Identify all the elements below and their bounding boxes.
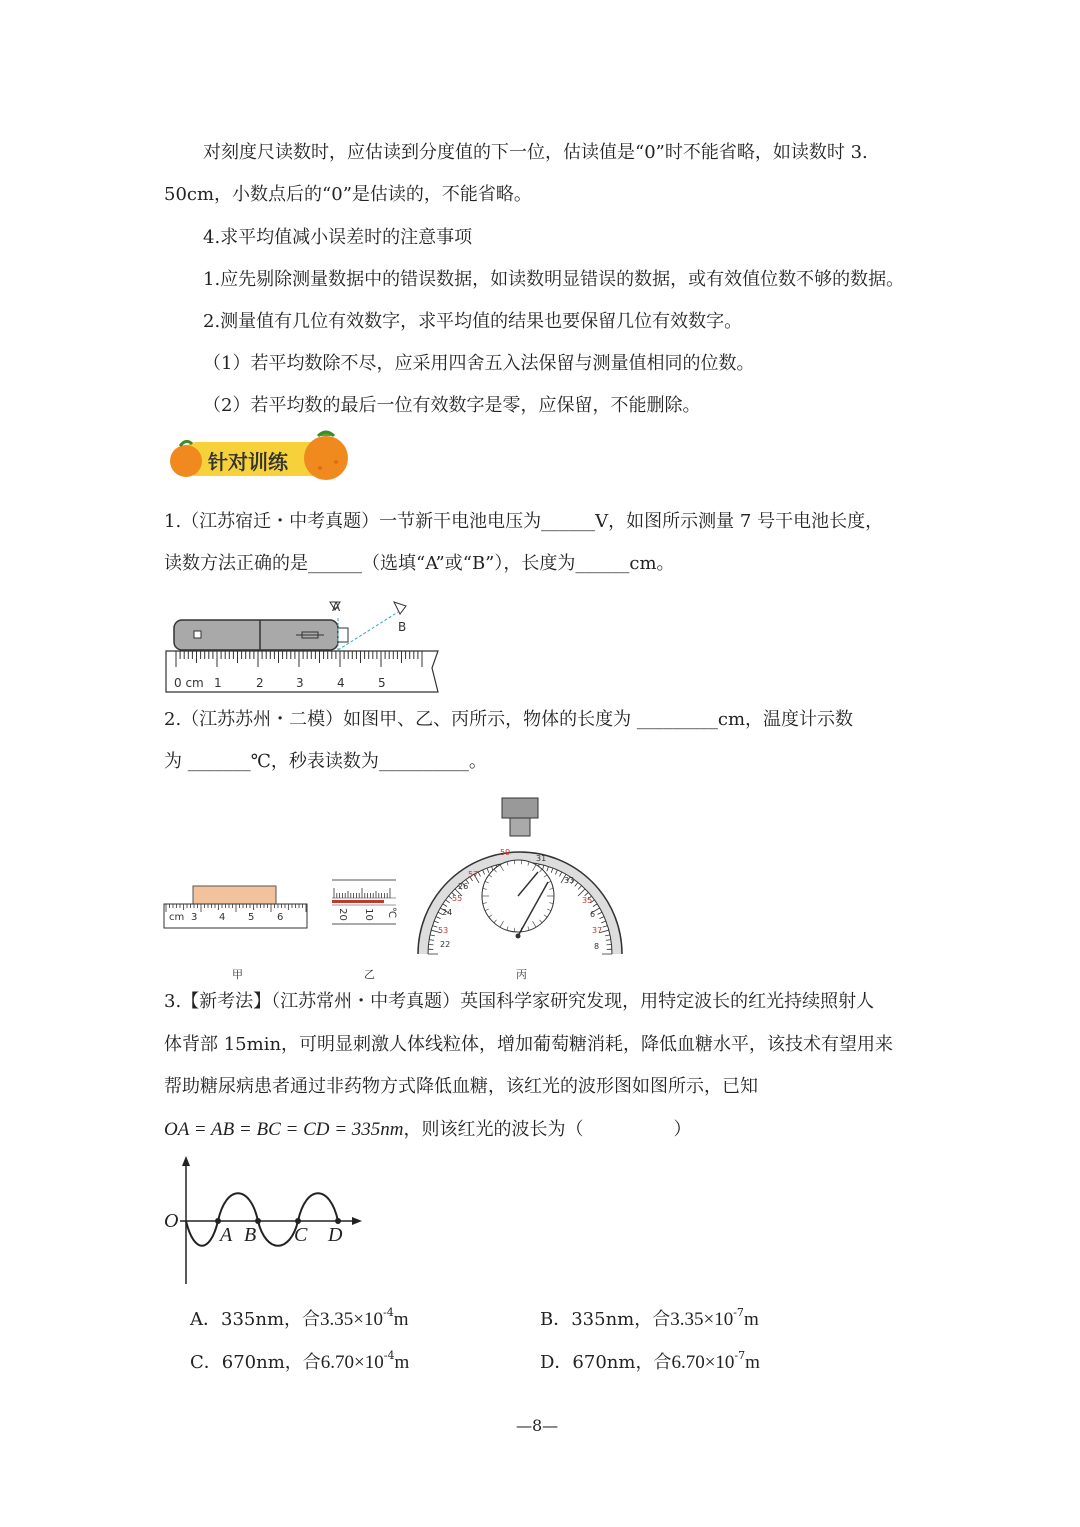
option-b-label: B．335nm，合 [540,1309,671,1330]
ruler2-tick-5: 5 [248,912,255,923]
sw-label-59: 59 [500,848,511,857]
sw-label-33: 33 [564,876,575,885]
question-3-line-1: 3.【新考法】（江苏常州・中考真题）英国科学家研究发现，用特定波长的红光持续照射人 [164,991,875,1012]
tick-mark [429,944,434,945]
sw-label-8: 8 [594,942,600,951]
question-1-line-1: 1.（江苏宿迁・中考真题）一节新干电池电压为______V，如图所示测量 7 号干电池长度， [164,511,884,532]
option-d[interactable] [540,1346,760,1375]
option-d-exp: -7 [734,1349,746,1362]
question-3-tail: ，则该红光的波长为（ ） [403,1119,692,1140]
sw-label-26: 26 [458,882,469,891]
option-a[interactable] [190,1303,409,1332]
option-c-unit: m [394,1352,410,1373]
sw-label-6: 6 [590,910,596,919]
thermo-label-20: 20 [336,908,348,921]
question-2-line-1: 2.（江苏苏州・二模）如图甲、乙、丙所示，物体的长度为 _________cm，温度计示数 [164,709,854,730]
section-heading-4: 4.求平均值减小误差时的注意事项 [203,227,473,248]
ruler-unit-label: 0 cm [174,676,204,690]
thermo-unit: ℃ [386,906,398,919]
option-c-label: C．670nm，合 [190,1352,321,1373]
thermo-label-10: 10 [362,908,374,921]
wave-figure [160,1154,370,1288]
option-b-unit: m [743,1309,759,1330]
option-c[interactable] [190,1346,409,1375]
sw-label-53: 53 [438,926,449,935]
note-2: 2.测量值有几位有效数字，求平均值的结果也要保留几位有效数字。 [203,311,743,332]
caption-bing: 丙 [516,968,527,981]
wave-label-c: C [294,1224,308,1246]
paragraph-line-2: 50cm，小数点后的“0”是估读的，不能省略。 [164,184,532,205]
question-3-line-3: 帮助糖尿病患者通过非药物方式降低血糖，该红光的波形图如图所示，已知 [164,1076,758,1097]
option-d-label: D．670nm，合 [540,1352,672,1373]
note-1: 1.应先剔除测量数据中的错误数据，如读数明显错误的数据，或有效值位数不够的数据。 [203,269,905,290]
equation: OA = AB = BC = CD = 335nm [164,1119,404,1140]
sw-label-31: 31 [536,854,547,863]
ruler-tick-1: 1 [214,676,222,690]
ruler2-tick-6: 6 [277,912,284,923]
ruler2-tick-3: 3 [191,912,198,923]
banner-label: 针对训练 [208,450,288,474]
sub-note-1: （1）若平均数除不尽，应采用四舍五入法保留与测量值相同的位数。 [203,353,755,374]
eye-label-a: A [332,600,341,614]
wave-label-o: O [164,1210,179,1232]
question-2-line-2: 为 _______℃，秒表读数为__________。 [164,751,487,772]
sw-label-35: 35 [582,896,593,905]
sw-label-55: 55 [452,894,463,903]
question-3-line-2: 体背部 15min，可明显刺激人体线粒体，增加葡萄糖消耗，降低血糖水平，该技术有望用来 [164,1034,894,1055]
ruler-tick-5: 5 [378,676,386,690]
ruler-tick-4: 4 [337,676,345,690]
sw-label-22: 22 [440,940,451,949]
option-d-unit: m [745,1352,760,1373]
caption-yi: 乙 [364,968,375,981]
sw-label-37: 37 [592,926,603,935]
stopwatch-figure-bing [414,796,626,956]
wave-label-a: A [220,1224,233,1246]
caption-jia: 甲 [232,968,243,981]
sw-label-24: 24 [442,908,453,917]
wave-label-d: D [328,1224,343,1246]
question-3-line-4 [164,1118,692,1142]
sub-note-2: （2）若平均数的最后一位有效数字是零，应保留，不能删除。 [203,395,701,416]
training-banner [166,428,350,486]
option-b[interactable] [540,1303,759,1332]
sw-label-57: 57 [468,870,479,879]
option-a-unit: m [393,1309,409,1330]
ruler2-unit: cm [169,912,185,923]
option-c-exp: -4 [383,1349,395,1362]
option-b-value: 3.35×10 [670,1309,734,1330]
option-a-exp: -4 [383,1306,394,1319]
wave-label-b: B [244,1224,257,1246]
option-d-value: 6.70×10 [671,1352,735,1373]
ruler2-tick-4: 4 [219,912,226,923]
option-c-value: 6.70×10 [320,1352,384,1373]
battery-ruler-figure [162,596,447,696]
question-1-line-2: 读数方法正确的是______（选填“A”或“B”），长度为______cm。 [164,553,675,574]
ruler-tick-2: 2 [256,676,264,690]
option-a-value: 3.35×10 [320,1309,383,1330]
thermometer-figure-yi [330,876,400,928]
eye-label-b: B [398,620,407,634]
tick-mark [607,944,612,945]
paragraph-line-1: 对刻度尺读数时，应估读到分度值的下一位，估读值是“0”时不能省略，如读数时 3. [203,142,868,163]
ruler-tick-3: 3 [296,676,304,690]
ruler-figure-jia [163,884,309,932]
option-b-exp: -7 [733,1306,744,1319]
page-number: —8— [516,1416,559,1435]
option-a-label: A．335nm，合 [190,1309,321,1330]
